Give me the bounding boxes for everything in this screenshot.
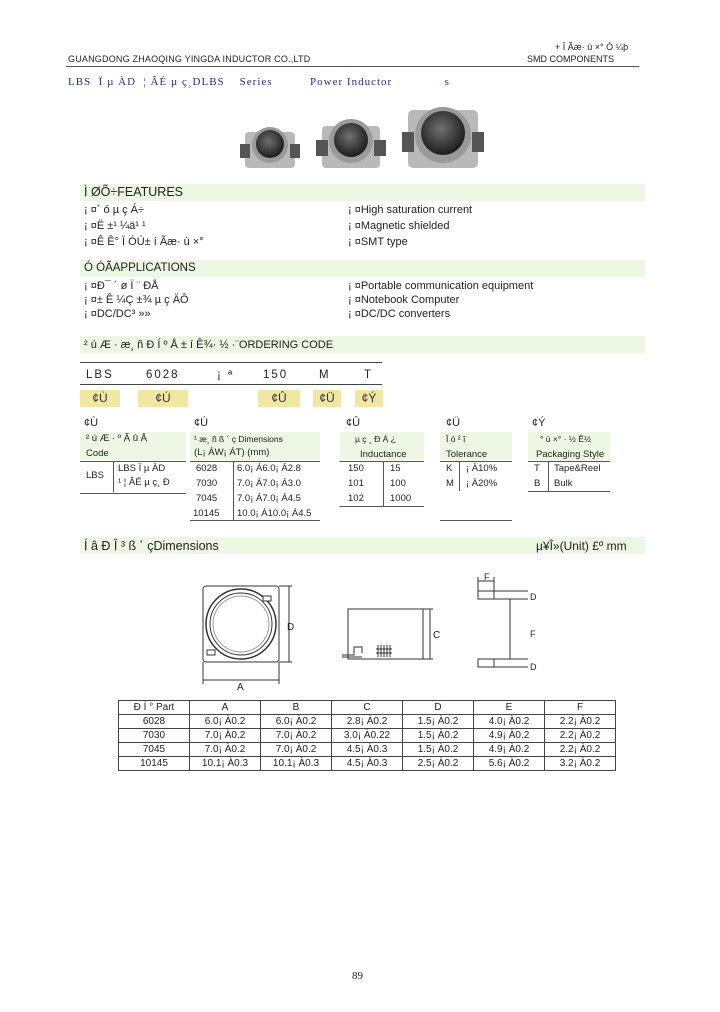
- col3-value-3: 1000: [390, 493, 412, 504]
- code-part-inductance: 150: [263, 369, 289, 381]
- company-name: GUANGDONG ZHAOQING YINGDA INDUCTOR CO.,LTD: [68, 54, 311, 64]
- cell: 3.0¡ À0.22: [332, 729, 403, 743]
- code-chip-5: ¢Ý: [355, 390, 383, 407]
- col2-size-3: 7045: [196, 493, 218, 504]
- label-c: C: [433, 630, 441, 641]
- col5-code-1: T: [534, 463, 540, 474]
- col4-rule-bottom: [440, 520, 512, 521]
- col2-size-2: 7030: [196, 478, 218, 489]
- col3-header-cn: µ ç ¸ Ð Á ¿: [355, 434, 396, 444]
- ordering-top-rule: [80, 362, 382, 363]
- col3-number: ¢Û: [346, 417, 361, 429]
- feature-en-2: ¡ ¤Magnetic shielded: [348, 220, 450, 232]
- cell: 10145: [119, 757, 190, 771]
- cell: 6.0¡ À0.2: [190, 715, 261, 729]
- table-row: [119, 757, 616, 771]
- dimensions-title: Í â Ð Î ³ ß ´ çDimensions: [84, 539, 219, 553]
- label-d-top: D: [530, 592, 537, 602]
- inductor-small-image: [240, 127, 300, 168]
- cell: 2.8¡ À0.2: [332, 715, 403, 729]
- dimensions-table: [118, 700, 616, 771]
- col4-rule-top: [440, 461, 512, 462]
- col3-code-2: 101: [348, 478, 364, 489]
- col3-rule-top: [340, 461, 424, 462]
- label-d-front: D: [287, 622, 295, 633]
- page-number: 89: [352, 970, 363, 982]
- application-en-2: ¡ ¤Notebook Computer: [348, 294, 460, 306]
- label-f-top: F: [484, 572, 490, 582]
- col5-code-2: B: [534, 478, 541, 489]
- cell: 10.1¡ À0.3: [261, 757, 332, 771]
- col5-rule-top: [528, 461, 610, 462]
- table-row: [119, 715, 616, 729]
- cell: 1.5¡ À0.2: [403, 729, 474, 743]
- cell: 2.2¡ À0.2: [545, 743, 616, 757]
- code-chip-3: ¢Û: [258, 390, 300, 407]
- cell: 10.1¡ À0.3: [190, 757, 261, 771]
- feature-en-3: ¡ ¤SMT type: [348, 236, 408, 248]
- code-part-tolerance: M: [319, 369, 331, 381]
- cell: 6028: [119, 715, 190, 729]
- col3-header-en: Inductance: [360, 449, 407, 460]
- code-chip-2: ¢Ú: [138, 390, 188, 407]
- col2-rule-top: [190, 461, 320, 462]
- header-b: B: [261, 701, 332, 715]
- unit-label: µ¥Î»(Unit) £º mm: [536, 539, 627, 553]
- col4-code-2: M: [446, 478, 454, 489]
- cell: 7.0¡ À0.2: [261, 743, 332, 757]
- ordering-title: ² ú Æ · æ¸ ñ Ð Í º Å ± í Ê¾· ½ ·¨ORDERING CODE: [84, 339, 334, 351]
- inductor-medium-image: [316, 119, 386, 168]
- col4-header-cn: Î ó ² î: [446, 434, 466, 444]
- col1-divider: [113, 461, 114, 492]
- code-part-packaging: T: [364, 369, 374, 381]
- col1-code: LBS: [86, 470, 104, 481]
- col1-desc-2: ¹ ¦ ÂÉ µ ç¸ Ð: [118, 477, 170, 488]
- col4-code-1: K: [446, 463, 453, 474]
- col3-value-2: 100: [390, 478, 406, 489]
- application-cn-2: ¡ ¤± Ê ¼Ç ±¾ µ ç ÄÔ: [84, 294, 189, 306]
- code-part-size: 6028: [146, 369, 180, 381]
- col4-divider: [459, 461, 460, 491]
- header-chinese-title: + Î Ãæ· ù ×° Ó ¼þ: [555, 42, 629, 52]
- cell: 1.5¡ À0.2: [403, 715, 474, 729]
- col2-dim-3: 7.0¡ Á7.0¡ Á4.5: [237, 493, 301, 504]
- col1-desc-1: LBS Ï µ ÀD: [118, 463, 166, 474]
- cell: 4.0¡ À0.2: [474, 715, 545, 729]
- col3-rule-bottom: [340, 506, 424, 507]
- col2-dim-1: 6.0¡ Á6.0¡ Á2.8: [237, 463, 301, 474]
- col2-header-en: (L¡ ÁW¡ ÁT) (mm): [194, 447, 270, 458]
- cell: 7.0¡ À0.2: [261, 729, 332, 743]
- col5-value-2: Bulk: [554, 478, 573, 489]
- cell: 5.6¡ À0.2: [474, 757, 545, 771]
- header-e: E: [474, 701, 545, 715]
- col2-divider: [233, 461, 234, 520]
- col1-header-cn: ² ú Æ · º Ã û Å: [86, 433, 148, 444]
- header-a: A: [190, 701, 261, 715]
- cell: 4.5¡ À0.3: [332, 743, 403, 757]
- col3-value-1: 15: [390, 463, 401, 474]
- cell: 6.0¡ À0.2: [261, 715, 332, 729]
- col5-number: ¢Ý: [532, 417, 546, 429]
- code-chip-1: ¢Ù: [80, 390, 120, 407]
- header-d: D: [403, 701, 474, 715]
- header-f: F: [545, 701, 616, 715]
- cell: 4.5¡ À0.3: [332, 757, 403, 771]
- feature-cn-3: ¡ ¤Ê Ê° Ï ÓÚ± í Ãæ· ù ×°: [84, 236, 204, 248]
- col2-header-cn: ¹ æ¸ ñ ß ´ ç Dimensions: [194, 434, 283, 444]
- col5-header-cn: ° ü ×° · ½ Ê½: [540, 434, 591, 444]
- col3-code-1: 150: [348, 463, 364, 474]
- cell: 4.9¡ À0.2: [474, 743, 545, 757]
- feature-cn-1: ¡ ¤´ ó µ ç Á÷: [84, 204, 145, 216]
- col5-rule-bottom: [528, 491, 610, 492]
- table-header-row: [119, 701, 616, 715]
- cell: 4.9¡ À0.2: [474, 729, 545, 743]
- application-cn-1: ¡ ¤Ð¯ ´ ø Ï ¨ ÐÅ: [84, 280, 159, 292]
- table-row: [119, 729, 616, 743]
- col1-number: ¢Ù: [84, 417, 99, 429]
- cell: 7.0¡ À0.2: [190, 743, 261, 757]
- cell: 2.2¡ À0.2: [545, 729, 616, 743]
- label-f-mid: F: [530, 629, 536, 639]
- category-label: SMD COMPONENTS: [527, 54, 615, 64]
- application-cn-3: ¡ ¤DC/DC³ »»: [84, 308, 151, 320]
- series-line: LBS Ï µ ÀD ¦ ÂÉ µ ç¸DLBS Series Power Inductor s: [68, 76, 450, 88]
- col3-divider: [383, 461, 384, 506]
- feature-en-1: ¡ ¤High saturation current: [348, 204, 473, 216]
- col5-header-en: Packaging Style: [536, 449, 605, 460]
- col4-value-2: ¡ À20%: [466, 478, 498, 489]
- cell: 7030: [119, 729, 190, 743]
- cell: 3.2¡ À0.2: [545, 757, 616, 771]
- cell: 1.5¡ À0.2: [403, 743, 474, 757]
- inductor-large-image: [402, 107, 484, 168]
- top-view-drawing: [195, 580, 295, 690]
- applications-title: Ó ÓÃAPPLICATIONS: [84, 262, 196, 274]
- col5-divider: [548, 461, 549, 491]
- table-row: [119, 743, 616, 757]
- code-chip-4: ¢Ü: [313, 390, 341, 407]
- cell: 2.2¡ À0.2: [545, 715, 616, 729]
- application-en-1: ¡ ¤Portable communication equipment: [348, 280, 534, 292]
- application-en-3: ¡ ¤DC/DC converters: [348, 308, 451, 320]
- features-title: Ì ØÕ÷FEATURES: [84, 185, 183, 199]
- label-a: A: [237, 682, 244, 693]
- col2-size-4: 10145: [193, 508, 220, 519]
- cell: 2.5¡ À0.2: [403, 757, 474, 771]
- cell: 7.0¡ À0.2: [190, 729, 261, 743]
- col3-code-3: 102: [348, 493, 364, 504]
- code-part-series: LBS: [86, 369, 114, 381]
- col4-number: ¢Ü: [446, 417, 461, 429]
- side-view-drawing: [340, 605, 440, 665]
- header-part: Ð Í ° Part: [119, 701, 190, 715]
- header-rule: [66, 66, 639, 67]
- cell: 7045: [119, 743, 190, 757]
- col4-value-1: ¡ À10%: [466, 463, 498, 474]
- land-pattern-drawing: [466, 575, 546, 675]
- col4-header-en: Tolerance: [446, 449, 488, 460]
- code-part-dash: ¡ ª: [217, 369, 235, 381]
- col1-header-en: Code: [86, 448, 109, 459]
- col5-value-1: Tape&Reel: [554, 463, 601, 474]
- ordering-mid-rule: [80, 384, 382, 385]
- label-d-bot: D: [530, 662, 537, 672]
- col2-dim-2: 7.0¡ Á7.0¡ Á3.0: [237, 478, 301, 489]
- col2-size-1: 6028: [196, 463, 218, 474]
- product-photo: [240, 100, 490, 175]
- col2-dim-4: 10.0¡ Á10.0¡ Á4.5: [237, 508, 312, 519]
- col2-rule-bottom: [190, 520, 320, 521]
- col2-number: ¢Ú: [194, 417, 209, 429]
- feature-cn-2: ¡ ¤Ë ±¹ ¼ä¹ ¹: [84, 220, 146, 232]
- header-c: C: [332, 701, 403, 715]
